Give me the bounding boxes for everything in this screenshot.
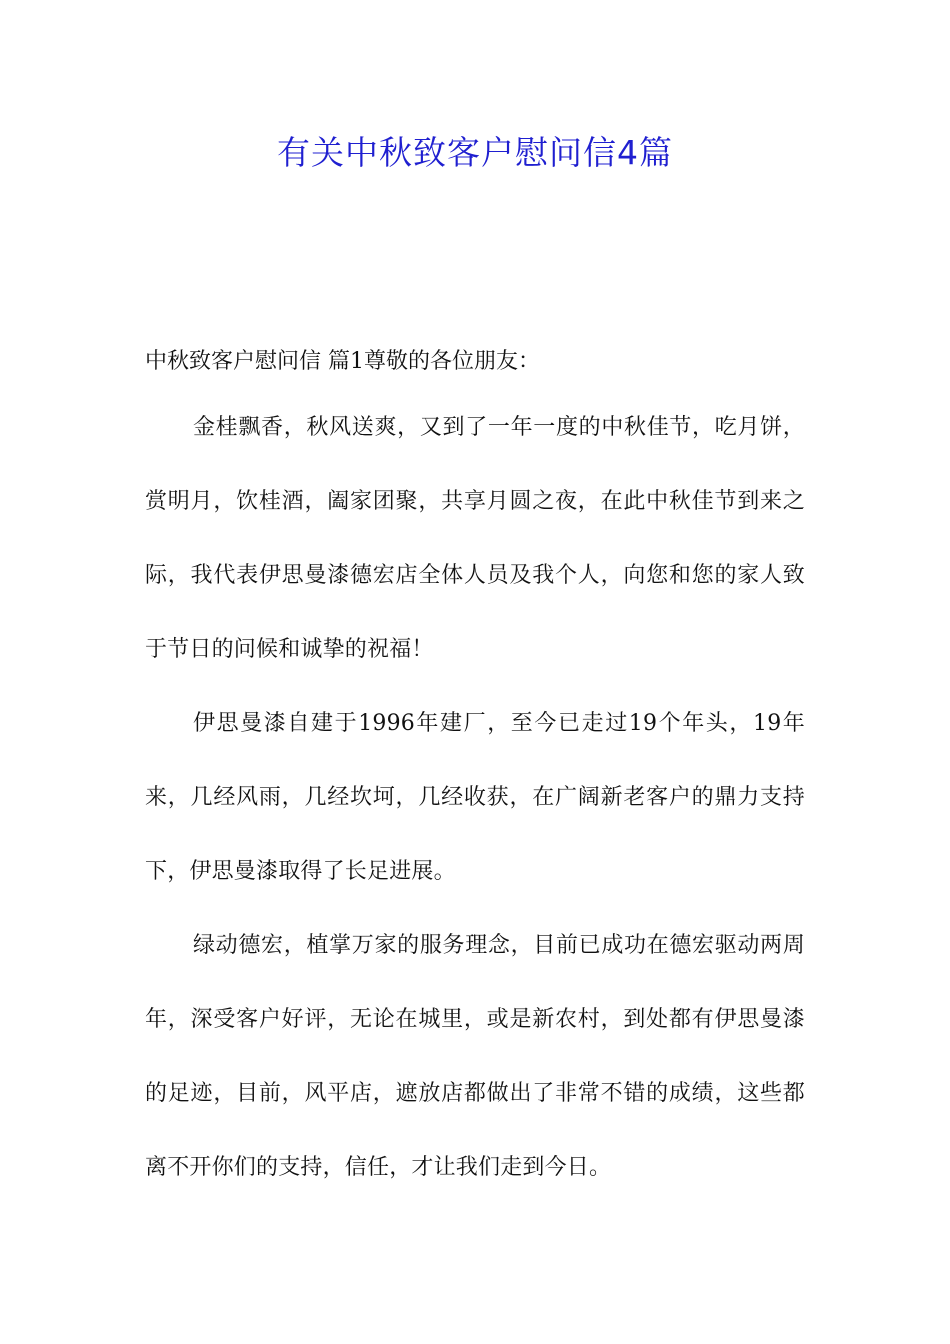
paragraph-1: 金桂飘香，秋风送爽，又到了一年一度的中秋佳节，吃月饼，赏明月，饮桂酒，阖家团聚，共享月圆之夜，在此中秋佳节到来之际，我代表伊思曼漆德宏店全体人员及我个人，向您和您的家人致于节日的问候和诚挚的祝福！ [145,415,805,662]
document-body [145,332,805,1205]
paragraph-2: 伊思曼漆自建于1996年建厂，至今已走过19个年头，19年来，几经风雨，几经坎坷，几经收获，在广阔新老客户的鼎力支持下，伊思曼漆取得了长足进展。 [145,711,805,884]
paragraph-3: 绿动德宏，植掌万家的服务理念，目前已成功在德宏驱动两周年，深受客户好评，无论在城里，或是新农村，到处都有伊思曼漆的足迹，目前，风平店，遮放店都做出了非常不错的成绩，这些都离不开你们的支持，信任，才让我们走到今日。 [145,933,805,1180]
intro-line: 中秋致客户慰问信 篇1尊敬的各位朋友： [145,349,540,374]
document-title: 有关中秋致客户慰问信4篇 [277,133,673,172]
